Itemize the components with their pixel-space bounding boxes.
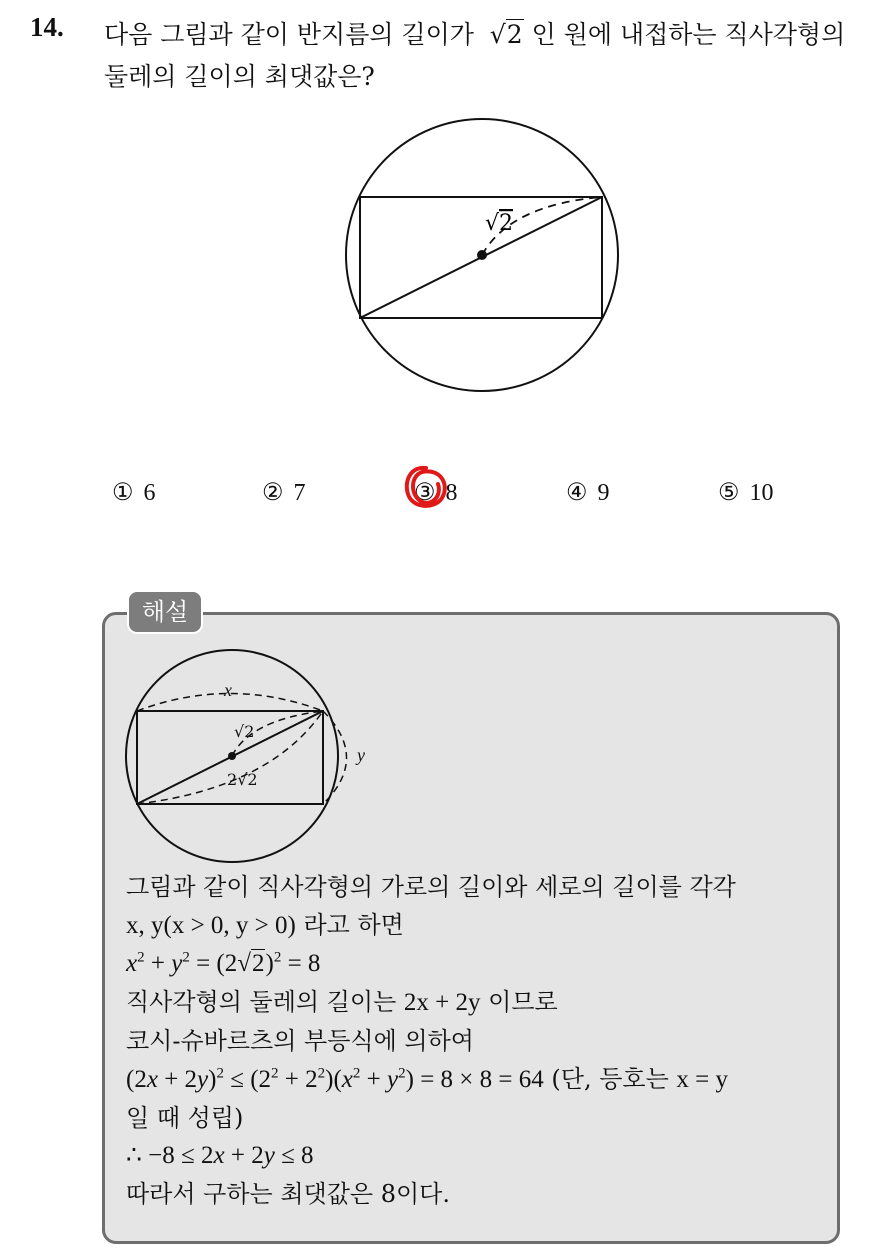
choice-2[interactable]: ② 7 xyxy=(262,480,306,506)
solution-line-8: ∴ −8 ≤ 2x + 2y ≤ 8 xyxy=(126,1142,314,1169)
label-x: x xyxy=(224,680,232,700)
question-text-line2: 둘레의 길이의 최댓값은? xyxy=(104,62,375,91)
label-radius: √2 xyxy=(234,722,255,741)
solution-line-5: 코시-슈바르츠의 부등식에 의하여 xyxy=(126,1027,474,1055)
problem-figure xyxy=(335,110,635,410)
label-y: y xyxy=(357,745,365,765)
solution-line-4: 직사각형의 둘레의 길이는 2x + 2y 이므로 xyxy=(126,988,558,1016)
question-number: 14. xyxy=(30,12,64,42)
choice-4[interactable]: ④ 9 xyxy=(566,480,610,506)
choice-5[interactable]: ⑤ 10 xyxy=(718,480,774,506)
solution-line-2: x, y(x > 0, y > 0) 라고 하면 xyxy=(126,911,404,939)
radius-label: √2 xyxy=(485,211,514,236)
solution-line-9: 따라서 구하는 최댓값은 8이다. xyxy=(126,1180,450,1208)
question-text-part2: 인 원에 내접하는 직사각형의 xyxy=(531,20,846,49)
solution-line-1: 그림과 같이 직사각형의 가로의 길이와 세로의 길이를 각각 xyxy=(126,873,736,901)
solution-line-3: $x^2 + y^2 = (2√2)^2 = 8$ xyxy=(126,949,321,977)
solution-tag: 해설 xyxy=(127,590,203,634)
solution-text xyxy=(126,868,836,1213)
question-radius: √2 xyxy=(481,20,523,49)
center-point xyxy=(477,250,487,260)
choice-3[interactable]: ③ 8 xyxy=(414,480,458,506)
solution-line-7: 일 때 성립) xyxy=(126,1104,244,1132)
choice-1[interactable]: ① 6 xyxy=(112,480,156,506)
height-dashed-arc xyxy=(323,711,347,804)
label-diameter: 2√2 xyxy=(227,770,258,789)
solution-figure xyxy=(120,648,380,868)
selected-answer-circle-mark xyxy=(400,462,450,514)
solution-line-6: $(2x + 2y)^2 \le (2^2 + 2^2)(x^2 + y^2) = 8 \times 8 = 64$ (단, 등호는 x = y xyxy=(126,1065,728,1093)
solution-center-point xyxy=(228,752,236,760)
question-text xyxy=(104,14,874,98)
question-text-part1: 다음 그림과 같이 반지름의 길이가 xyxy=(104,20,474,49)
